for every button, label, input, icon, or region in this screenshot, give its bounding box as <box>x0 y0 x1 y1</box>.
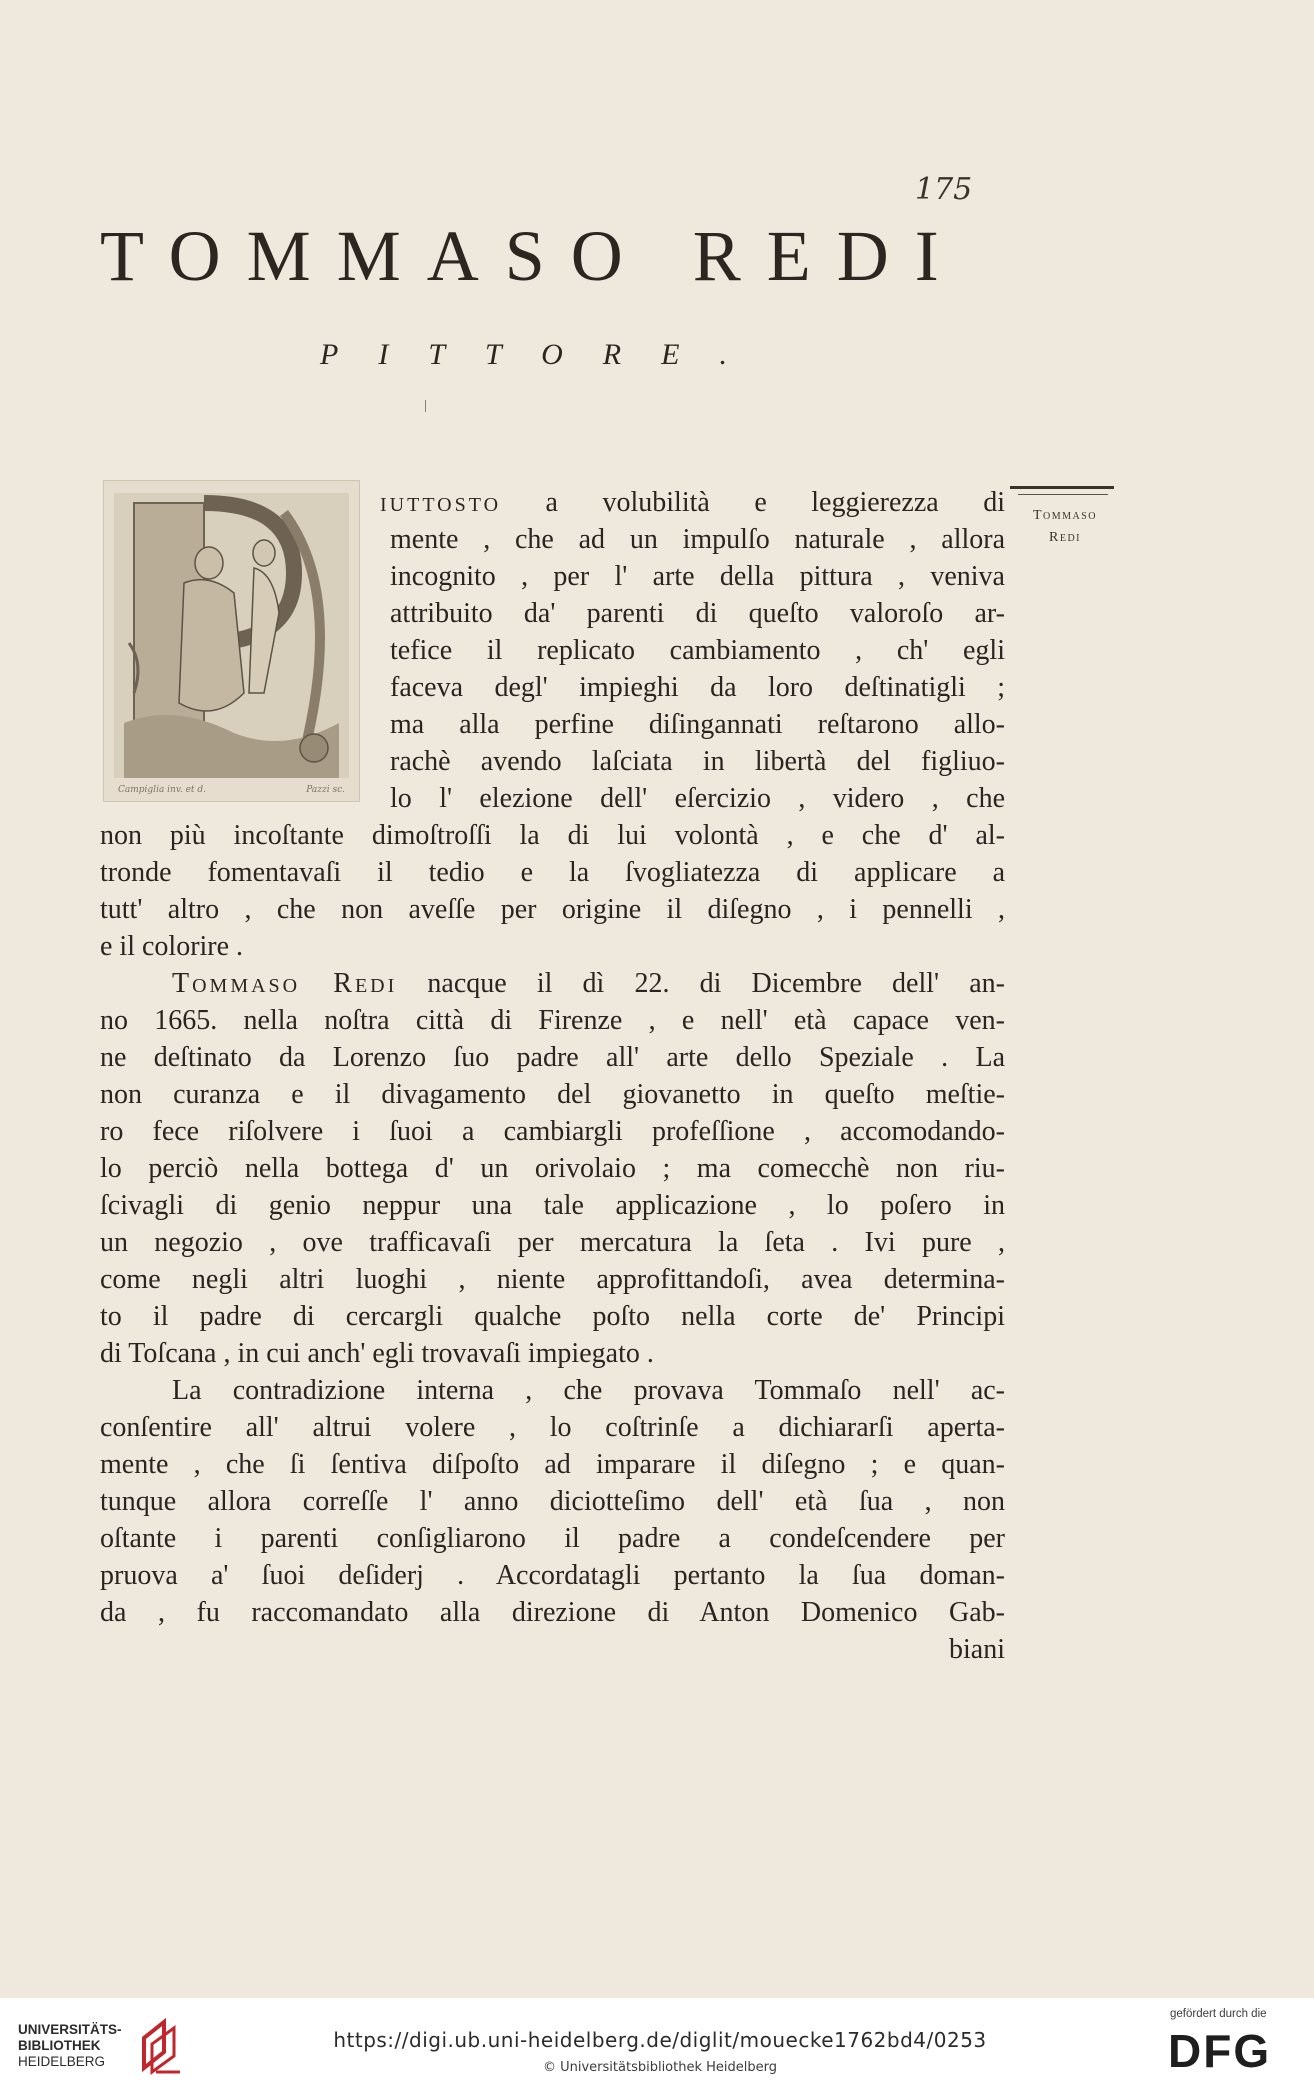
text-line: come negli altri luoghi , niente approfittandoſi, avea determina- <box>100 1264 1005 1295</box>
text-line: conſentire all' altrui volere , lo coſtrinſe a dichiararſi aperta- <box>100 1412 1005 1443</box>
funding-label: gefördert durch die <box>1170 2008 1267 2020</box>
page-title: TOMMASO REDI <box>100 216 965 296</box>
text-line: ma alla perfine diſingannati reſtarono allo- <box>390 709 1005 740</box>
page-url-link[interactable]: https://digi.ub.uni-heidelberg.de/diglit/mouecke1762bd4/0253 <box>333 2028 987 2052</box>
text-line: ne deſtinato da Lorenzo ſuo padre all' arte dello Speziale . La <box>100 1042 1005 1073</box>
viewer-footer <box>0 1998 1314 2092</box>
text-line: tefice il replicato cambiamento , ch' egli <box>390 635 1005 666</box>
text-line: ſcivagli di genio neppur una tale applicazione , lo poſero in <box>100 1190 1005 1221</box>
text-line: tutt' altro , che non aveſſe per origine il diſegno , i pennelli , <box>100 894 1005 925</box>
text-line: rachè avendo laſciata in libertà del figliuo- <box>390 746 1005 777</box>
text-line: ro fece riſolvere i ſuoi a cambiargli profeſſione , accomodando- <box>100 1116 1005 1147</box>
marginal-rule <box>1010 486 1114 489</box>
text-line: iuttosto a volubilità e leggierezza di <box>380 487 1005 518</box>
text-line: attribuito da' parenti di queſto valoroſo ar- <box>390 598 1005 629</box>
catchword: biani <box>949 1634 1005 1665</box>
text-line: La contradizione interna , che provava Tommaſo nell' ac- <box>172 1375 1005 1406</box>
engraving-caption-right: Pazzi sc. <box>306 785 345 795</box>
marginal-note-line: Tommaso <box>1032 508 1098 523</box>
text-line: tronde fomentavaſi il tedio e la ſvogliatezza di applicare a <box>100 857 1005 888</box>
library-emblem-icon <box>134 2016 184 2076</box>
text-line: di Toſcana , in cui anch' egli trovavaſi impiegato . <box>100 1338 654 1369</box>
text-line: Tommaso Redi nacque il dì 22. di Dicembre dell' an- <box>172 968 1005 999</box>
marginal-note <box>1015 505 1115 549</box>
text-line: e il colorire . <box>100 931 244 962</box>
text-line: oſtante i parenti conſigliarono il padre a condeſcendere per <box>100 1523 1005 1554</box>
library-logo-line: BIBLIOTHEK <box>18 2038 101 2053</box>
engraving-illustration-icon <box>114 493 349 778</box>
copyright-notice: © Universitätsbibliothek Heidelberg <box>542 2060 777 2075</box>
library-logo-line: UNIVERSITÄTS- <box>18 2022 122 2037</box>
decorative-mark <box>425 400 426 412</box>
text-line: lo l' elezione dell' eſercizio , videro , che <box>390 783 1005 814</box>
marginal-rule-thin <box>1018 494 1108 495</box>
library-logo[interactable] <box>18 2022 122 2070</box>
marginal-note-line: Redi <box>1049 530 1081 545</box>
text-line: non più incoſtante dimoſtroſſi la di lui volontà , e che d' al- <box>100 820 1005 851</box>
text-line: non curanza e il divagamento del giovanetto in queſto meſtie- <box>100 1079 1005 1110</box>
historiated-initial-engraving <box>103 480 360 802</box>
engraving-caption-left: Campiglia inv. et d. <box>118 785 207 795</box>
text-line: to il padre di cercargli qualche poſto nella corte de' Principi <box>100 1301 1005 1332</box>
text-line: un negozio , ove trafficavaſi per mercatura la ſeta . Ivi pure , <box>100 1227 1005 1258</box>
page-subtitle: PITTORE. <box>320 338 767 371</box>
text-line: no 1665. nella noſtra città di Firenze , e nell' età capace ven- <box>100 1005 1005 1036</box>
text-line: tunque allora correſſe l' anno diciotteſimo dell' età ſua , non <box>100 1486 1005 1517</box>
text-line: da , fu raccomandato alla direzione di Anton Domenico Gab- <box>100 1597 1005 1628</box>
page-number: 175 <box>915 172 973 207</box>
text-line: lo perciò nella bottega d' un orivolaio ; ma comecchè non riu- <box>100 1153 1005 1184</box>
text-line: incognito , per l' arte della pittura , veniva <box>390 561 1005 592</box>
text-line: faceva degl' impieghi da loro deſtinatigli ; <box>390 672 1005 703</box>
library-logo-line: HEIDELBERG <box>18 2054 106 2069</box>
text-line: mente , che ad un impulſo naturale , allora <box>390 524 1005 555</box>
dfg-logo[interactable]: DFG <box>1168 2025 1272 2077</box>
text-line: mente , che ſi ſentiva diſpoſto ad imparare il diſegno ; e quan- <box>100 1449 1005 1480</box>
text-line: pruova a' ſuoi deſiderj . Accordatagli pertanto la ſua doman- <box>100 1560 1005 1591</box>
